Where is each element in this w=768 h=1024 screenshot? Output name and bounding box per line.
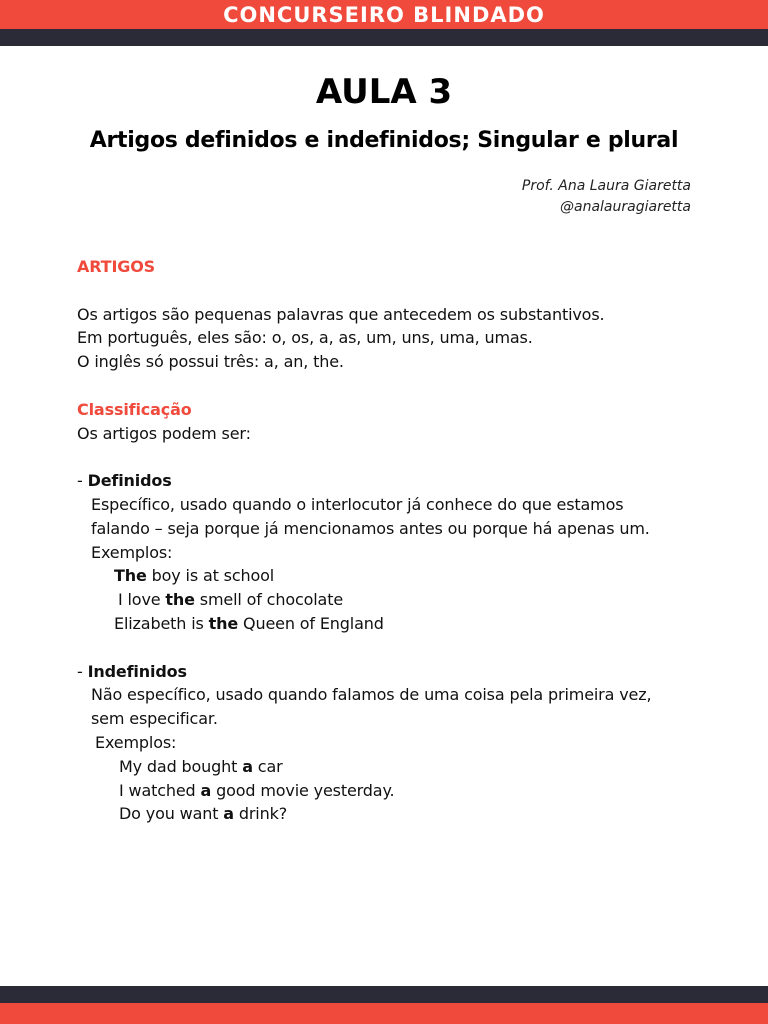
- brand-title: CONCURSEIRO BLINDADO: [223, 3, 545, 27]
- author-block: [522, 176, 691, 218]
- footer-dark-band: [0, 986, 768, 1003]
- paragraph-line: Os artigos são pequenas palavras que antecedem os substantivos.: [77, 304, 605, 324]
- list-dash: -: [77, 661, 88, 681]
- spacer: [77, 279, 717, 303]
- examples-label: Exemplos:: [95, 732, 177, 752]
- indefinidos-description: Não específico, usado quando falamos de uma coisa pela primeira vez,: [91, 685, 652, 705]
- example-text: drink?: [233, 804, 288, 824]
- paragraph-line: O inglês só possui três: a, an, the.: [77, 352, 344, 372]
- paragraph-line: Os artigos podem ser:: [77, 423, 251, 443]
- section-heading-artigos: ARTIGOS: [77, 257, 156, 276]
- example-text: smell of chocolate: [194, 590, 344, 610]
- example-text: Do you want: [119, 804, 224, 824]
- page-title: AULA 3: [315, 72, 453, 112]
- example-article: a: [223, 804, 234, 824]
- section-heading-classificacao: Classificação: [77, 399, 192, 419]
- definidos-description: Específico, usado quando o interlocutor já conhece do que estamos: [91, 494, 624, 514]
- page-subtitle: Artigos definidos e indefinidos; Singular e plural: [89, 128, 679, 153]
- definidos-label: Definidos: [87, 471, 172, 491]
- example-text: Elizabeth is: [114, 613, 209, 633]
- example-text: I love: [118, 590, 166, 610]
- example-text: My dad bought: [119, 756, 243, 776]
- author-name: Prof. Ana Laura Giaretta: [521, 178, 691, 194]
- example-text: I watched: [119, 780, 201, 800]
- header-dark-band: [0, 29, 768, 46]
- example-article: a: [200, 780, 212, 800]
- indefinidos-heading: [77, 660, 717, 684]
- example-line: [77, 564, 717, 588]
- example-text: car: [252, 756, 283, 776]
- indefinidos-description: sem especificar.: [91, 709, 218, 729]
- indefinidos-label: Indefinidos: [87, 661, 187, 681]
- spacer: [77, 636, 717, 660]
- example-line: [77, 802, 717, 826]
- example-article: The: [114, 566, 147, 586]
- author-handle: @analauragiaretta: [560, 199, 691, 215]
- example-article: the: [165, 590, 195, 610]
- footer-red-band: [0, 1003, 768, 1024]
- example-text: good movie yesterday.: [211, 780, 395, 800]
- paragraph-line: Em português, eles são: o, os, a, as, um, uns, uma, umas.: [77, 328, 533, 348]
- example-line: [77, 588, 717, 612]
- definidos-heading: [77, 469, 717, 493]
- example-article: the: [208, 613, 239, 633]
- list-dash: -: [77, 471, 88, 491]
- example-text: Queen of England: [238, 613, 384, 633]
- definidos-description: falando – seja porque já mencionamos antes ou porque há apenas um.: [91, 518, 650, 538]
- lesson-content: [77, 255, 717, 826]
- example-line: [77, 612, 717, 636]
- examples-label: Exemplos:: [91, 542, 173, 562]
- example-text: boy is at school: [146, 566, 275, 586]
- example-line: [77, 755, 717, 779]
- spacer: [77, 374, 717, 398]
- example-line: [77, 779, 717, 803]
- example-article: a: [242, 756, 253, 776]
- spacer: [77, 445, 717, 469]
